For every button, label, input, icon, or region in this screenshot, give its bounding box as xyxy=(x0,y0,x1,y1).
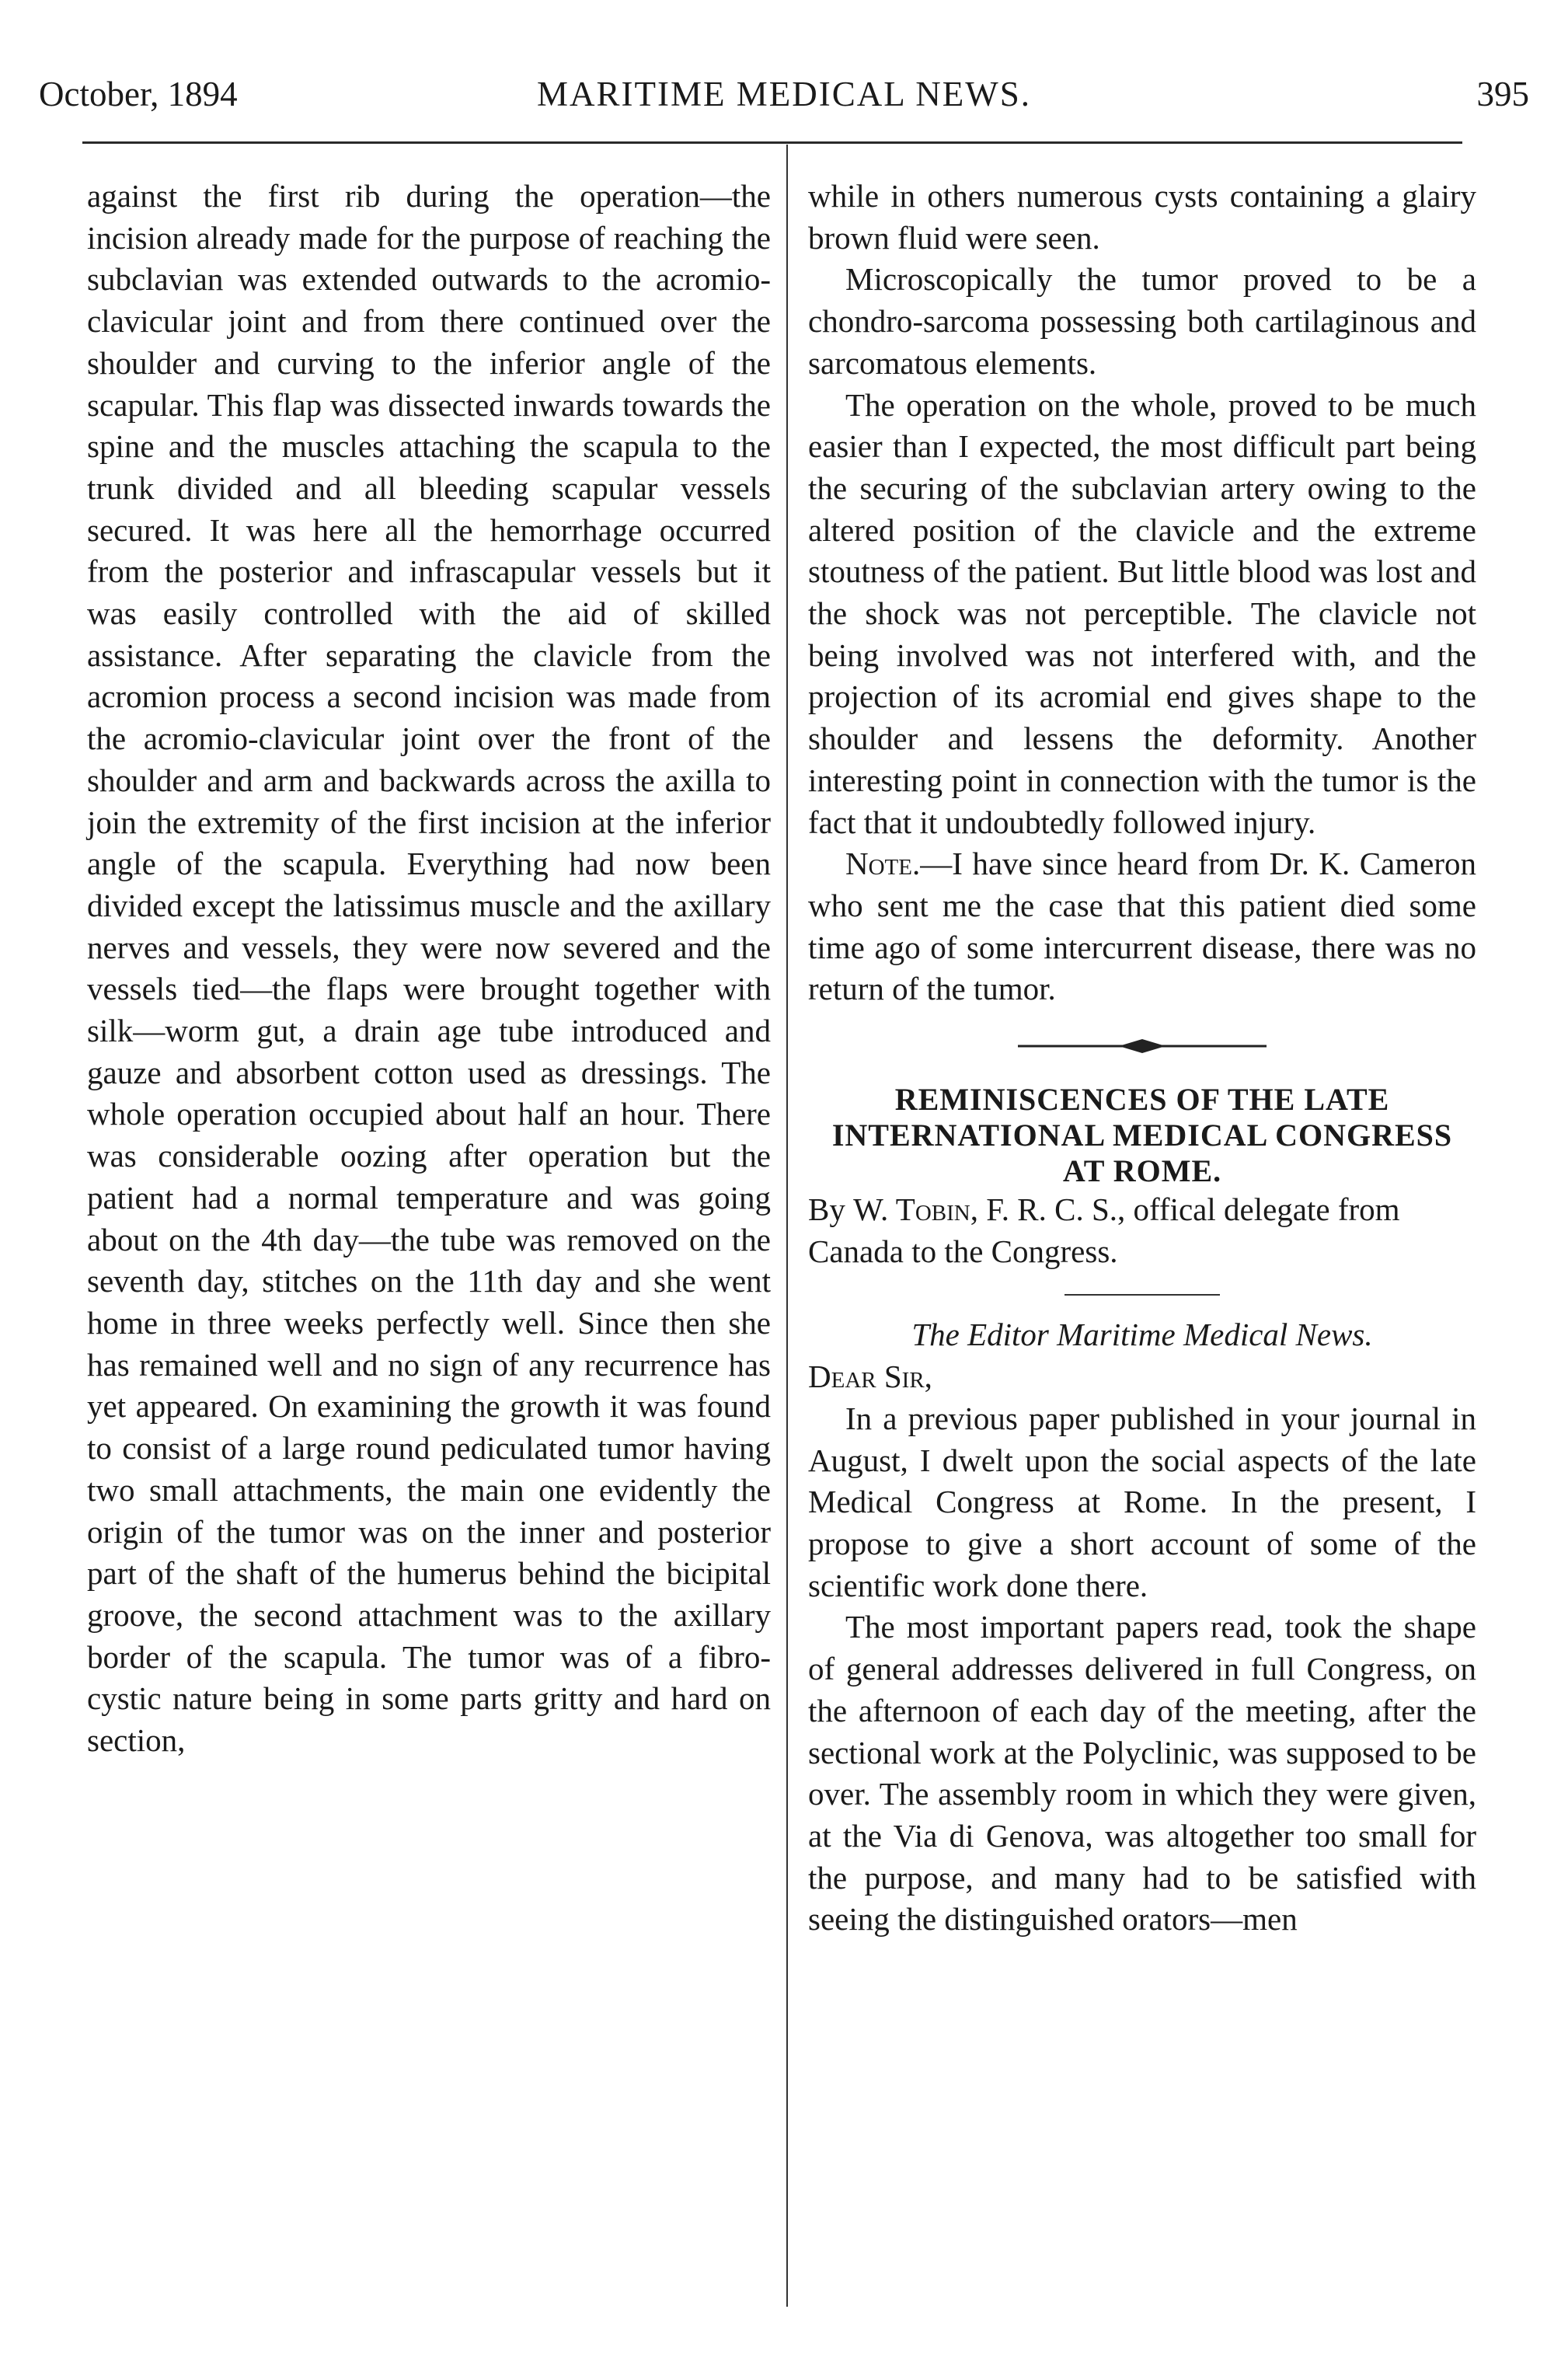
body-paragraph: while in others numerous cysts containing a glairy brown fluid were seen. xyxy=(808,178,1476,256)
article-heading: REMINISCENCES OF THE LATE INTERNATIONAL MEDICAL CONGRESS AT ROME. xyxy=(831,1082,1453,1189)
byline-rule xyxy=(1064,1294,1220,1296)
body-paragraph: In a previous paper published in your journal in August, I dwelt upon the social aspects of the late Medical Congress at Rome. In the present, I propose to give a short account of some of the scientific work done there. xyxy=(808,1400,1476,1603)
note-label: Note. xyxy=(845,846,921,882)
body-paragraph: against the first rib during the operation—the incision already made for the purpose of reaching the subclavian was extended outwards to the acromio-clavicular joint and from there continued over the shoulder and curving to the inferior angle of the scapular. This flap was dissected inwards towards the spine and the muscles attaching the scapula to the trunk divided and all bleeding scapular vessels secured. It was here all the hemorrhage occurred from the posterior and infrascapular vessels but it was easily controlled with the aid of skilled assistance. After separating the clavicle from the acromion process a second incision was made from the acromio-clavicular joint over the front of the shoulder and arm and backwards across the axilla to join the extremity of the first incision at the inferior angle of the scapula. Everything had now been divided except the latissimus muscle and the axillary nerves and vessels, they were now severed and the vessels tied—the flaps were brought together with silk—worm gut, a drain age tube introduced and gauze and absorbent cotton used as dressings. The whole operation occupied about half an hour. There was considerable oozing after operation but the patient had a normal temperature and was going about on the 4th day—the tube was removed on the seventh day, stitches on the 11th day and she went home in three weeks perfectly well. Since then she has remained well and no sign of any recurrence has yet appeared. On examining the growth it was found to consist of a large round pediculated tumor having two small attachments, the main one evidently the origin of the tumor was on the inner and posterior part of the shaft of the humerus behind the bicipital groove, the second attachment was to the axillary border of the scapula. The tumor was of a fibro-cystic nature being in some parts gritty and hard on section, xyxy=(87,178,771,1759)
note-text: —I have since heard from Dr. K. Cameron who sent me the case that this patient died some time ago of some intercurrent disease, there was no return of the tumor. xyxy=(808,846,1476,1007)
article-byline xyxy=(808,1189,1476,1272)
body-paragraph: The most important papers read, took the shape of general addresses delivered in full Congress, on the afternoon of each day of the meeting, after the sectional work at the Polyclinic, was supposed to be over. The assembly room in which they were given, at the Via di Genova, was altogether too small for the purpose, and many had to be satisfied with seeing the distinguished orators—men xyxy=(808,1609,1476,1938)
page-number: 395 xyxy=(1476,75,1529,113)
left-column xyxy=(87,176,771,1762)
header-rule xyxy=(82,141,1462,144)
body-paragraph: Microscopically the tumor proved to be a chondro-sarcoma possessing both cartilaginous and sarcomatous elements. xyxy=(808,261,1476,381)
right-column xyxy=(808,176,1476,1941)
issue-date: October, 1894 xyxy=(39,75,238,113)
body-paragraph: The operation on the whole, proved to be much easier than I expected, the most difficult part being the securing of the subclavian artery owing to the altered position of the clavicle and the extreme stoutness of the patient. But little blood was lost and the shock was not perceptible. The clavicle not being involved was not interfered with, and the projection of its acromial end gives shape to the shoulder and lessens the deformity. Another interesting point in connection with the tumor is the fact that it undoubtedly followed injury. xyxy=(808,386,1476,840)
section-ornament xyxy=(1018,1037,1267,1055)
author-name: W. Tobin, F. R. C. S., xyxy=(853,1191,1126,1228)
letter-salutation: Dear Sir, xyxy=(808,1359,932,1395)
byline-by: By xyxy=(808,1191,845,1228)
letter-addressee: The Editor Maritime Medical News. xyxy=(911,1317,1373,1353)
author-role: offical delegate from Canada to the Congress. xyxy=(808,1191,1400,1269)
running-head xyxy=(39,67,1529,121)
column-divider xyxy=(786,145,788,2307)
journal-title: MARITIME MEDICAL NEWS. xyxy=(536,75,1032,113)
note-paragraph xyxy=(808,843,1476,1010)
